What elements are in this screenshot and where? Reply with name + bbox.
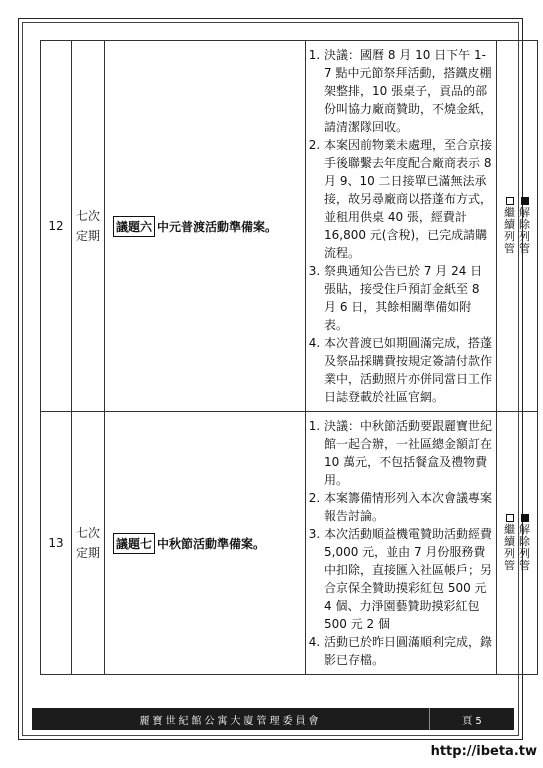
resolution-item: 3. 祭典通知公告已於 7 月 24 日張貼，接受住戶預訂金紙至 8 月 6 日，其餘相關準備如附表。	[324, 262, 492, 334]
status-label: 繼 續 列 管	[504, 523, 515, 572]
table-row	[41, 41, 538, 412]
resolution-item: 1. 決議：中秋節活動要跟麗寶世紀館一起合辦，一社區總金額訂在 10 萬元，不包括餐盒及禮物費用。	[324, 417, 492, 489]
session-cell	[72, 412, 105, 675]
session-cell	[72, 41, 105, 412]
status-cell	[497, 41, 538, 412]
session-line: 定期	[75, 229, 100, 243]
row-number: 12	[41, 41, 72, 412]
resolution-cell	[306, 41, 497, 412]
topic-text: 中元普渡活動準備案。	[157, 219, 278, 234]
resolution-cell	[306, 412, 497, 675]
status-label: 繼 續 列 管	[504, 206, 515, 255]
checkbox-empty-icon[interactable]	[506, 197, 514, 205]
status-release[interactable]	[519, 514, 530, 572]
watermark-text: http://ibeta.tw	[430, 744, 537, 759]
row-number: 13	[41, 412, 72, 675]
checkbox-empty-icon[interactable]	[506, 514, 514, 522]
resolution-item: 4. 本次普渡已如期圓滿完成，搭蓬及祭品採購費按規定簽請付款作業中，活動照片亦併同當日工作日誌登載於社區官網。	[324, 334, 492, 406]
page-footer	[32, 708, 514, 730]
status-release[interactable]	[519, 197, 530, 255]
session-line: 七次	[75, 209, 100, 223]
topic-badge: 議題六	[113, 216, 155, 237]
status-continue[interactable]	[504, 197, 515, 255]
resolution-list	[310, 46, 492, 406]
status-options	[497, 197, 537, 255]
resolution-list	[310, 417, 492, 669]
resolution-item: 2. 本案籌備情形列入本次會議專案報告討論。	[324, 489, 492, 525]
checkbox-checked-icon[interactable]	[521, 197, 529, 205]
checkbox-checked-icon[interactable]	[521, 514, 529, 522]
status-cell	[497, 412, 538, 675]
footer-title: 麗寶世紀館公寓大廈管理委員會	[139, 715, 322, 727]
resolution-item: 3. 本次活動順益機電贊助活動經費 5,000 元，並由 7 月份服務費中扣除，直接匯入社區帳戶；另合京保全贊助摸彩紅包 500 元 4 個、力淨園藝贊助摸彩紅包 500 元 2 個	[324, 525, 492, 633]
status-label: 解 除 列 管	[519, 523, 530, 572]
session-line: 定期	[75, 546, 100, 560]
resolution-item: 4. 活動已於昨日圓滿順利完成，錄影已存檔。	[324, 633, 492, 669]
page-number: 頁 5	[429, 708, 514, 730]
topic-cell	[105, 412, 306, 675]
session-line: 七次	[75, 526, 100, 540]
resolution-item: 1. 決議：國曆 8 月 10 日下午 1-7 點中元節祭拜活動，搭鐵皮棚架整排，10 張桌子，貢品的部份叫協力廠商贊助，不燒金紙，請清潔隊回收。	[324, 46, 492, 136]
status-continue[interactable]	[504, 514, 515, 572]
resolution-item: 2. 本案因前物業未處理，至合京接手後聯繫去年度配合廠商表示 8 月 9、10 二日接單已滿無法承接，故另尋廠商以搭蓬布方式，並租用供桌 40 張，經費計 16,800 元(含稅)，已完成請購流程。	[324, 136, 492, 262]
table-row	[41, 412, 538, 675]
topic-text: 中秋節活動準備案。	[157, 536, 266, 551]
status-options	[497, 514, 537, 572]
topic-cell	[105, 41, 306, 412]
status-label: 解 除 列 管	[519, 206, 530, 255]
minutes-table	[40, 40, 538, 675]
topic-badge: 議題七	[113, 533, 155, 554]
